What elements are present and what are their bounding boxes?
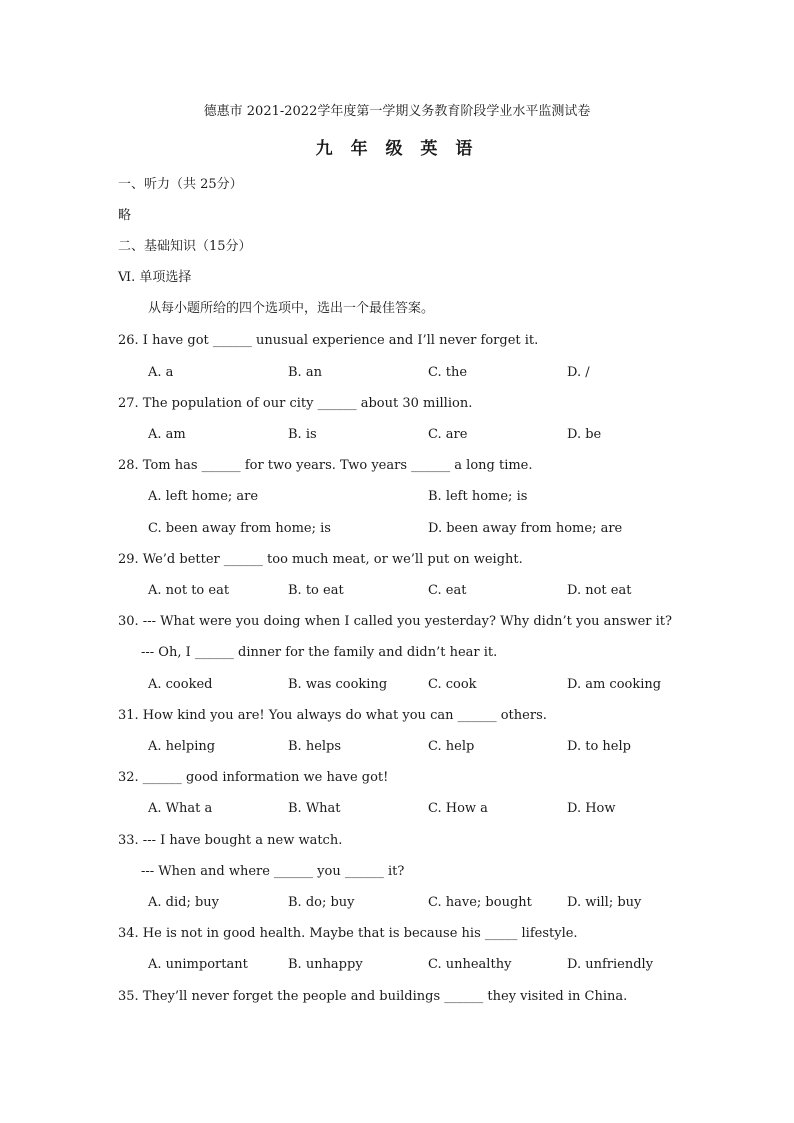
question-stem: 28. Tom has ______ for two years. Two years ______ a long time. bbox=[118, 458, 533, 473]
question-stem: 27. The population of our city ______ about 30 million. bbox=[118, 396, 473, 411]
question-stem-continuation: --- When and where ______ you ______ it? bbox=[141, 864, 405, 879]
option-b: B. helps bbox=[288, 739, 342, 754]
option-b: B. was cooking bbox=[288, 677, 388, 692]
option-d: D. / bbox=[567, 365, 590, 380]
option-d: D. How bbox=[567, 801, 616, 816]
section-listening-note: 略 bbox=[118, 208, 132, 223]
option-b: B. left home; is bbox=[428, 489, 528, 504]
question-stem: 33. --- I have bought a new watch. bbox=[118, 833, 343, 848]
option-a: A. left home; are bbox=[148, 489, 259, 504]
option-c: C. the bbox=[428, 365, 468, 380]
option-a: A. cooked bbox=[148, 677, 213, 692]
option-a: A. unimportant bbox=[148, 957, 248, 972]
exam-title: 德惠市 2021-2022学年度第一学期义务教育阶段学业水平监测试卷 bbox=[203, 104, 591, 119]
option-d: D. will; buy bbox=[567, 895, 642, 910]
option-a: A. What a bbox=[148, 801, 213, 816]
option-c: C. unhealthy bbox=[428, 957, 512, 972]
option-a: A. am bbox=[148, 427, 186, 442]
option-c: C. been away from home; is bbox=[148, 521, 331, 536]
section-listening-title: 一、听力（共 25分） bbox=[118, 177, 243, 192]
option-c: C. How a bbox=[428, 801, 488, 816]
option-b: B. What bbox=[288, 801, 341, 816]
option-c: C. have; bought bbox=[428, 895, 532, 910]
option-c: C. are bbox=[428, 427, 468, 442]
option-c: C. eat bbox=[428, 583, 467, 598]
option-d: D. been away from home; are bbox=[428, 521, 623, 536]
exam-subtitle: 九 年 级 英 语 bbox=[315, 139, 479, 159]
question-stem: 30. --- What were you doing when I called you yesterday? Why didn’t you answer it? bbox=[118, 614, 672, 629]
option-a: A. a bbox=[148, 365, 174, 380]
option-b: B. to eat bbox=[288, 583, 344, 598]
option-a: A. did; buy bbox=[148, 895, 220, 910]
question-stem: 32. ______ good information we have got! bbox=[118, 770, 389, 785]
option-c: C. cook bbox=[428, 677, 477, 692]
question-stem: 35. They’ll never forget the people and buildings ______ they visited in China. bbox=[118, 989, 628, 1004]
option-d: D. to help bbox=[567, 739, 631, 754]
option-d: D. am cooking bbox=[567, 677, 662, 692]
section-instruction: 从每小题所给的四个选项中，选出一个最佳答案。 bbox=[148, 301, 435, 316]
question-stem: 31. How kind you are! You always do what you can ______ others. bbox=[118, 708, 547, 723]
question-stem: 34. He is not in good health. Maybe that is because his _____ lifestyle. bbox=[118, 926, 578, 941]
option-d: D. be bbox=[567, 427, 602, 442]
question-stem-continuation: --- Oh, I ______ dinner for the family and didn’t hear it. bbox=[141, 645, 498, 660]
option-d: D. not eat bbox=[567, 583, 632, 598]
option-d: D. unfriendly bbox=[567, 957, 654, 972]
option-a: A. not to eat bbox=[148, 583, 230, 598]
option-b: B. do; buy bbox=[288, 895, 355, 910]
section-basics-title: 二、基础知识（15分） bbox=[118, 239, 252, 254]
question-stem: 26. I have got ______ unusual experience and I’ll never forget it. bbox=[118, 333, 539, 348]
option-a: A. helping bbox=[148, 739, 216, 754]
option-c: C. help bbox=[428, 739, 475, 754]
question-stem: 29. We’d better ______ too much meat, or we’ll put on weight. bbox=[118, 552, 523, 567]
section-multiple-choice-title: Ⅵ. 单项选择 bbox=[118, 270, 192, 285]
option-b: B. unhappy bbox=[288, 957, 363, 972]
option-b: B. is bbox=[288, 427, 317, 442]
option-b: B. an bbox=[288, 365, 322, 380]
